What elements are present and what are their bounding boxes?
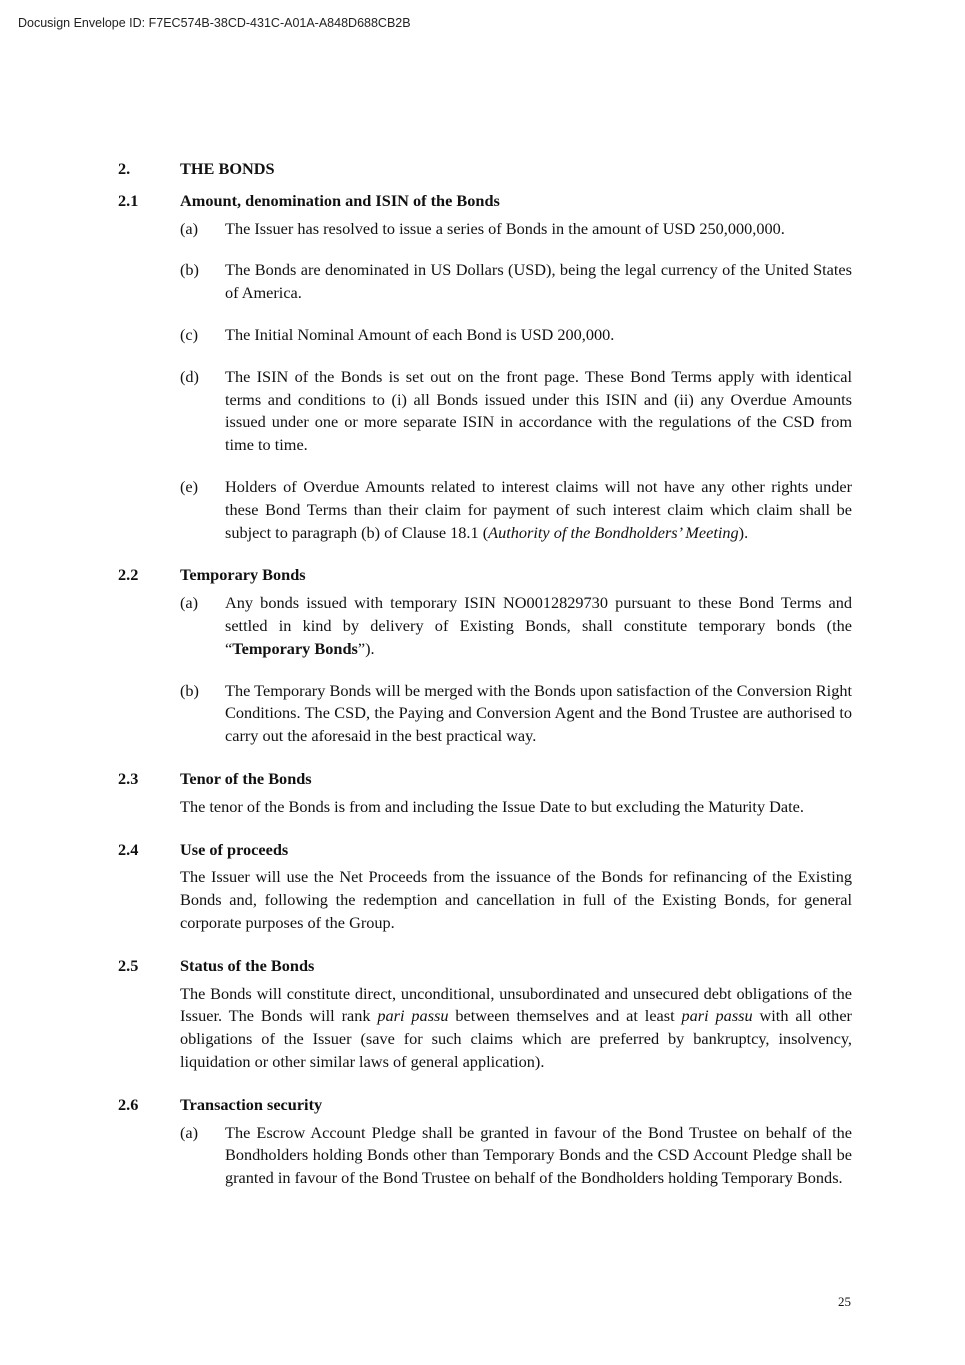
- clause-2-1-heading: [118, 190, 852, 213]
- clause-number: 2.2: [118, 565, 139, 585]
- item-text: Any bonds issued with temporary ISIN NO0012829730 pursuant to these Bond Terms and settled in kind by delivery of Existing Bonds, shall constitute temporary bonds (the “Temporary Bonds”).: [225, 593, 852, 658]
- defined-term: Temporary Bonds: [232, 638, 358, 658]
- clause-number: 2.4: [118, 839, 139, 859]
- clause-reference: Authority of the Bondholders’ Meeting: [488, 522, 739, 542]
- section-number: 2.: [118, 159, 131, 178]
- clause-2-1-b: [180, 259, 852, 305]
- item-label: (c): [180, 324, 199, 344]
- clause-2-2-a: [180, 592, 852, 660]
- envelope-id: Docusign Envelope ID: F7EC574B-38CD-431C-A01A-A848D688CB2B: [18, 16, 411, 30]
- item-label: (a): [180, 593, 199, 613]
- item-label: (a): [180, 1122, 199, 1142]
- clause-2-6-heading: [118, 1094, 852, 1117]
- latin-term: pari passu: [681, 1006, 753, 1026]
- item-text: The Escrow Account Pledge shall be granted in favour of the Bond Trustee on behalf of the Bondholders holding Bonds other than Temporary Bonds and the CSD Account Pledge shall be granted in favour of the Bond Trustee on behalf of the Bondholders holding Temporary Bonds.: [225, 1122, 852, 1188]
- item-text: The Temporary Bonds will be merged with the Bonds upon satisfaction of the Conversion Right Conditions. The CSD, the Paying and Conversion Agent and the Bond Trustee are authorised to carry out the aforesaid in the best practical way.: [225, 680, 852, 746]
- clause-2-1-a: [180, 218, 852, 241]
- clause-title: Temporary Bonds: [180, 565, 306, 585]
- clause-2-1-c: [180, 324, 852, 347]
- clause-number: 2.3: [118, 768, 139, 788]
- clause-title: Tenor of the Bonds: [180, 768, 312, 788]
- clause-number: 2.5: [118, 955, 139, 975]
- page-number: 25: [838, 1294, 851, 1309]
- item-label: (b): [180, 680, 199, 700]
- clause-title: Amount, denomination and ISIN of the Bonds: [180, 190, 500, 210]
- clause-number: 2.1: [118, 190, 139, 210]
- item-text: The Bonds are denominated in US Dollars (USD), being the legal currency of the United States of America.: [225, 260, 852, 303]
- clause-title: Status of the Bonds: [180, 955, 315, 975]
- clause-number: 2.6: [118, 1094, 139, 1114]
- clause-2-2-b: [180, 680, 852, 748]
- clause-2-2-heading: [118, 564, 852, 587]
- item-text: The ISIN of the Bonds is set out on the front page. These Bond Terms apply with identical terms and conditions to (i) all Bonds issued under this ISIN and (ii) any Overdue Amounts issued under one or more separate ISIN in accordance with the regulations of the CSD from time to time.: [225, 366, 852, 455]
- clause-2-5-heading: [118, 955, 852, 978]
- item-label: (a): [180, 218, 199, 238]
- document-body: [118, 158, 852, 1190]
- item-label: (d): [180, 366, 199, 386]
- item-label: (b): [180, 260, 199, 280]
- item-text: Holders of Overdue Amounts related to interest claims will not have any other rights under these Bond Terms than their claim for payment of such interest claim which claim shall be subject to paragraph (b) of Clause 18.1 (Authority of the Bondholders’ Meeting).: [225, 476, 852, 542]
- clause-2-1-d: [180, 366, 852, 457]
- clause-2-5-text: The Bonds will constitute direct, unconditional, unsubordinated and unsecured debt obligations of the Issuer. The Bonds will rank pari passu between themselves and at least pari passu with all other obligations of the Issuer (save for such claims which are preferred by bankruptcy, insolvency, liquidation or other similar laws of general application).: [180, 983, 852, 1071]
- clause-title: Use of proceeds: [180, 839, 289, 859]
- latin-term: pari passu: [377, 1006, 449, 1026]
- clause-title: Transaction security: [180, 1094, 323, 1114]
- section-heading: [118, 158, 852, 181]
- item-text: The Issuer has resolved to issue a series of Bonds in the amount of USD 250,000,000.: [225, 218, 785, 238]
- clause-2-4-text: The Issuer will use the Net Proceeds from the issuance of the Bonds for refinancing of the Existing Bonds and, following the redemption and cancellation in full of the Existing Bonds, for general corporate purposes of the Group.: [180, 867, 852, 932]
- clause-2-6-a: [180, 1122, 852, 1190]
- clause-2-3-heading: [118, 768, 852, 791]
- clause-2-3-text: The tenor of the Bonds is from and including the Issue Date to but excluding the Maturity Date.: [180, 796, 804, 816]
- section-title: THE BONDS: [180, 159, 275, 178]
- clause-2-1-e: [180, 476, 852, 544]
- item-text: The Initial Nominal Amount of each Bond is USD 200,000.: [225, 324, 615, 344]
- item-label: (e): [180, 476, 199, 496]
- clause-2-4-heading: [118, 839, 852, 862]
